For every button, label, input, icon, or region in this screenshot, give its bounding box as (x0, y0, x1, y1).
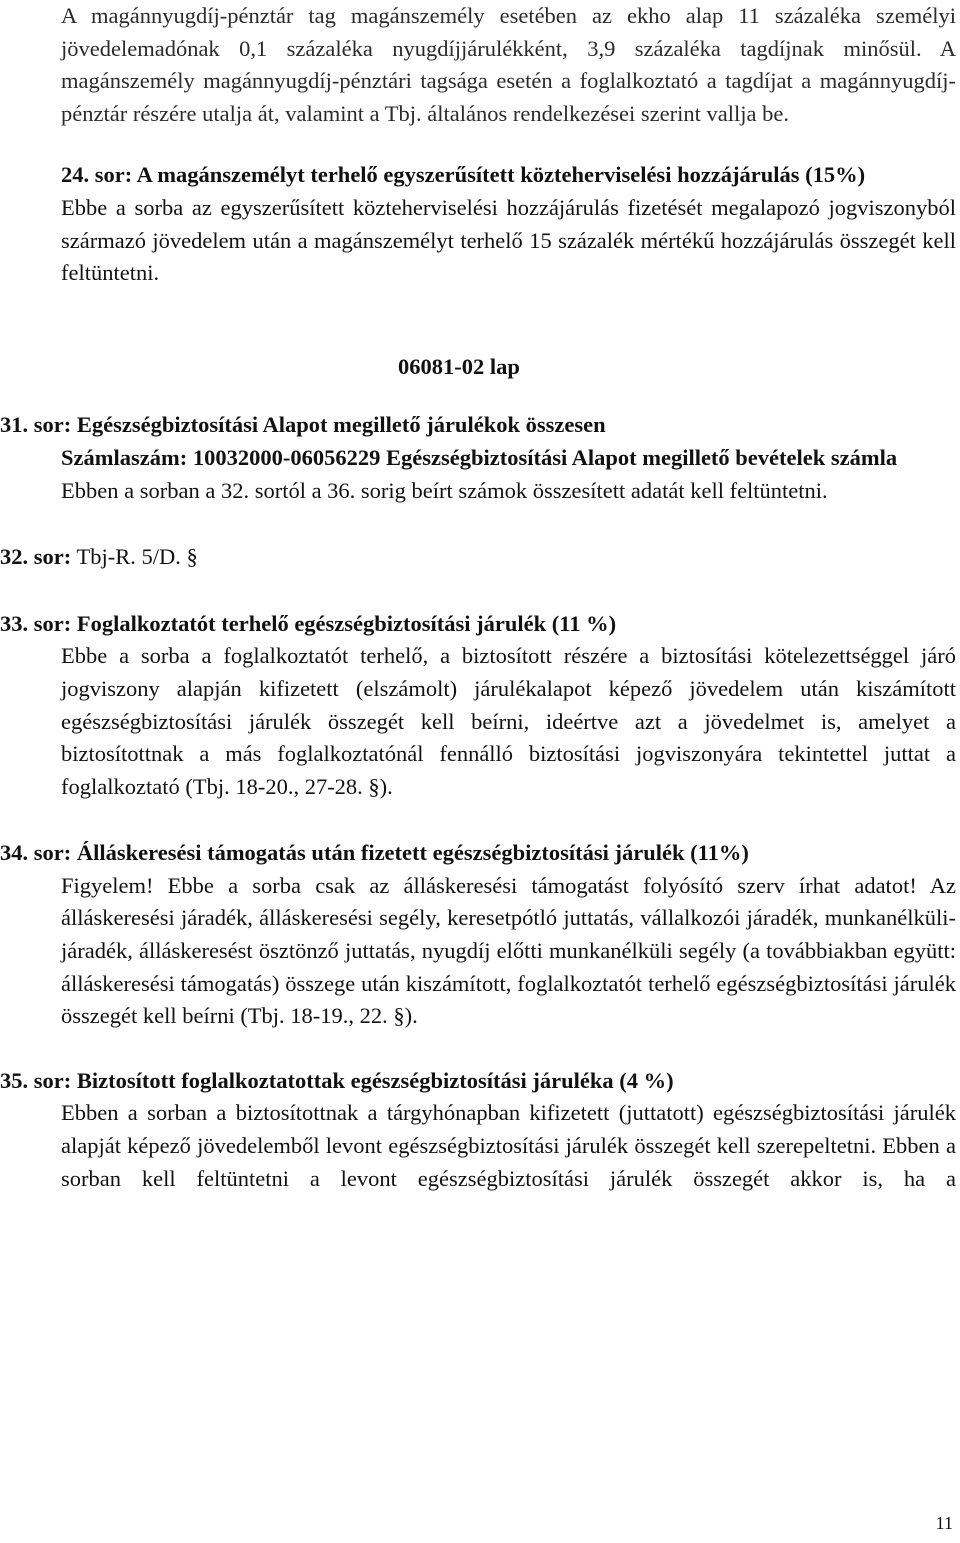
row-31-number: 31. sor: (0, 412, 72, 438)
row-33-title: Foglalkoztatót terhelő egészségbiztosítási járulék (11 %) (76, 610, 617, 636)
row-35-section (0, 1065, 956, 1195)
row-35-body: Ebben a sorban a biztosítottnak a tárgyhónapban kifizetett (juttatott) egészségbiztosítási járulék alapját képező jövedelemből levont egészségbiztosítási járulék összegét kell szerepeltetni. Ebben a sorban kell feltüntetni a levont egészségbiztosítási járulék összegét akkor is, ha a (61, 1100, 956, 1191)
row-31-body: Ebben a sorban a 32. sortól a 36. sorig beírt számok összesített adatát kell feltüntetni. (61, 477, 828, 503)
row-34-body: Figyelem! Ebbe a sorba csak az álláskeresési támogatást folyósító szerv írhat adatot! Az álláskeresési járadék, álláskeresési segély, keresetpótló juttatás, vállalkozói járadék, munkanélküli-járadék, álláskeresést ösztönző juttatás, nyugdíj előtti munkanélküli segély (a továbbiakban együtt: álláskeresési támogatás) összege után kiszámított, foglalkoztatót terhelő egészségbiztosítási járulék összegét kell beírni (Tbj. 18-19., 22. §). (61, 872, 956, 1029)
row-33-section (0, 608, 956, 804)
row-24-body: Ebbe a sorba az egyszerűsített közteherviselési hozzájárulás fizetését megalapozó jogviszonyból származó jövedelem után a magánszemélyt terhelő 15 százalék mértékű hozzájárulás összegét kell feltüntetni. (61, 194, 956, 286)
section-symbol: § (186, 544, 198, 570)
intro-paragraph: A magánnyugdíj-pénztár tag magánszemély esetében az ekho alap 11 százaléka személyi jövedelemadónak 0,1 százaléka nyugdíjjárulékként, 3,9 százaléka tagdíjnak minősül. A magánszemély magánnyugdíj-pénztári tagsága esetén a foglalkoztató a tagdíjat a magánnyugdíj-pénztár részére utalja át, valamint a Tbj. általános rendelkezései szerint vallja be. (61, 3, 956, 126)
row-24-heading: 24. sor: A magánszemélyt terhelő egyszerűsített közteherviselési hozzájárulás (15%) (61, 162, 866, 188)
row-31-title: Egészségbiztosítási Alapot megillető járulékok összesen (76, 412, 606, 438)
row-33-body: Ebbe a sorba a foglalkoztatót terhelő, a biztosított részére a biztosítási kötelezettséggel járó jogviszony alapján kifizetett (elszámolt) járulékalapot képező jövedelem után kiszámított egészségbiztosítási járulék összegét kell beírni, ideértve azt a jövedelmet is, amelyet a biztosítottnak a más foglalkoztatónál fennálló biztosítási jogviszonyára tekintettel juttat a foglalkoztató (Tbj. 18-20., 27-28. §). (61, 643, 956, 799)
row-35-number: 35. sor: (0, 1067, 72, 1093)
row-32-number: 32. sor: (0, 544, 72, 570)
row-31-section (0, 409, 956, 507)
row-34-section (0, 837, 956, 1033)
row-31-account: Számlaszám: 10032000-06056229 Egészségbiztosítási Alapot megillető bevételek számla (61, 444, 898, 470)
row-24-section (61, 159, 956, 289)
row-32-section (0, 541, 956, 574)
sheet-label: 06081-02 lap (398, 353, 520, 379)
row-34-title: Álláskeresési támogatás után fizetett egészségbiztosítási járulék (11%) (76, 840, 749, 866)
page-number: 11 (935, 1513, 953, 1534)
row-35-title: Biztosított foglalkoztatottak egészségbiztosítási járuléka (4 %) (76, 1067, 674, 1093)
row-33-number: 33. sor: (0, 610, 72, 636)
row-34-number: 34. sor: (0, 840, 72, 866)
row-32-text: Tbj-R. 5/D. (76, 544, 181, 570)
